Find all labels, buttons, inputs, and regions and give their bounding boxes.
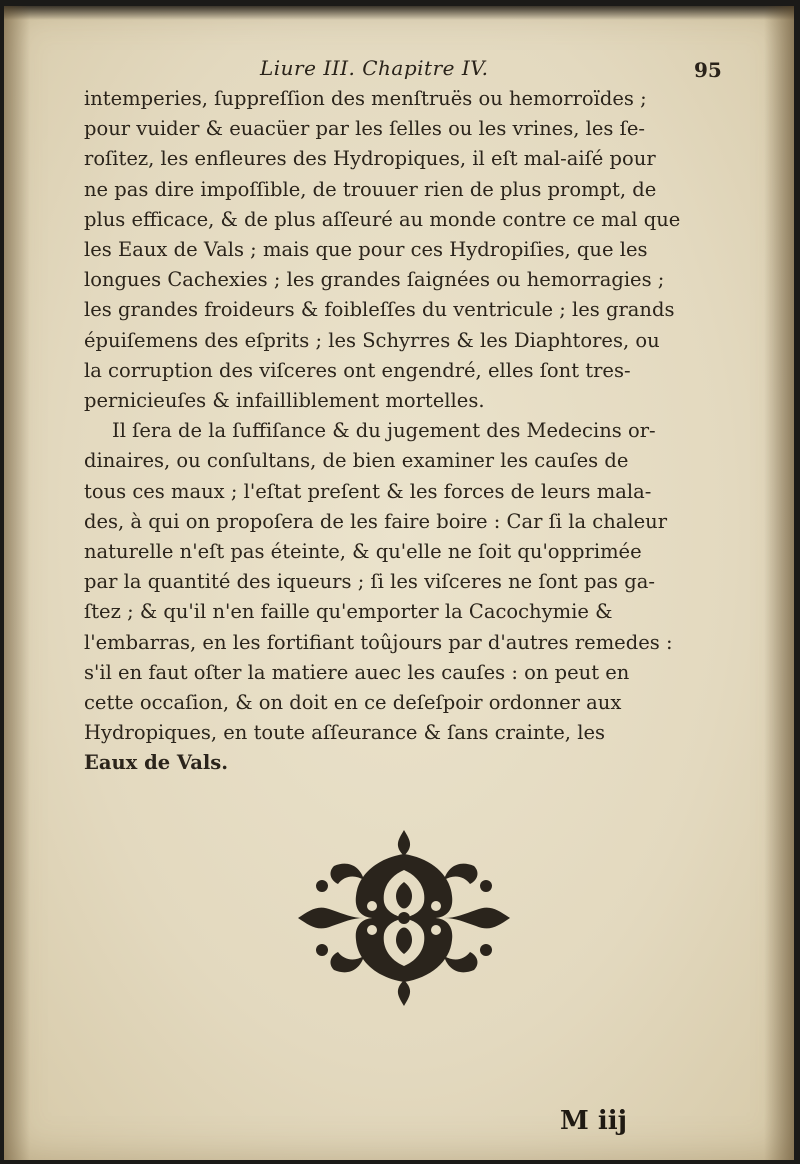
text-line: ne pas dire impoſſible, de trouuer rien de plus prompt, de (84, 177, 657, 201)
running-head: Liure III. Chapitre IV. (260, 56, 489, 80)
fleuron-ornament (294, 826, 514, 1010)
text-line: Hydropiques, en toute aſſeurance & ſans crainte, les (84, 721, 605, 745)
text-line: cette occaſion, & on doit en ce deſeſpoir ordonner aux (84, 691, 622, 715)
text-line: épuiſemens des eſprits ; les Schyrres & les Diaphtores, ou (84, 328, 660, 352)
text-line: plus efficace, & de plus aſſeuré au monde contre ce mal que (84, 207, 681, 231)
text-line: pernicieuſes & infailliblement mortelles. (84, 389, 485, 413)
text-line: l'embarras, en les fortifiant toûjours par d'autres remedes : (84, 630, 673, 654)
text-line: roſitez, les enfleures des Hydropiques, il eſt mal-aiſé pour (84, 147, 656, 171)
text-line: des, à qui on propoſera de les faire boire : Car ſi la chaleur (84, 509, 668, 533)
text-line: longues Cachexies ; les grandes ſaignées ou hemorragies ; (84, 268, 665, 292)
page-gutter-shadow (4, 6, 30, 1160)
paragraph-first-line: Il ſera de la ſuffiſance & du jugement des Medecins or- (112, 419, 656, 443)
text-line: les grandes froideurs & foibleſſes du ventricule ; les grands (84, 298, 675, 322)
text-line: la corruption des viſceres ont engendré, elles ſont tres- (84, 358, 631, 382)
signature-mark: M iij (560, 1106, 627, 1136)
text-line: naturelle n'eſt pas éteinte, & qu'elle ne ſoit qu'opprimée (84, 540, 642, 564)
page-edge-shadow (764, 6, 794, 1160)
book-page (4, 6, 794, 1160)
text-line: par la quantité des iqueurs ; ſi les viſceres ne ſont pas ga- (84, 570, 655, 594)
page-top-shadow (4, 6, 794, 20)
page-number: 95 (694, 58, 722, 82)
text-line: pour vuider & euacüer par les ſelles ou les vrines, les ſe- (84, 117, 645, 141)
text-line: ſtez ; & qu'il n'en faille qu'emporter la Cacochymie & (84, 600, 613, 624)
text-line: s'il en faut oſter la matiere auec les cauſes : on peut en (84, 660, 630, 684)
text-line: tous ces maux ; l'eſtat preſent & les forces de leurs mala- (84, 479, 652, 503)
text-line: les Eaux de Vals ; mais que pour ces Hydropiſies, que les (84, 238, 648, 262)
body-text (84, 84, 724, 779)
text-line: dinaires, ou conſultans, de bien examiner les cauſes de (84, 449, 629, 473)
text-line: intemperies, ſuppreſſion des menſtruës ou hemorroïdes ; (84, 87, 647, 110)
text-line: Eaux de Vals. (84, 751, 229, 775)
